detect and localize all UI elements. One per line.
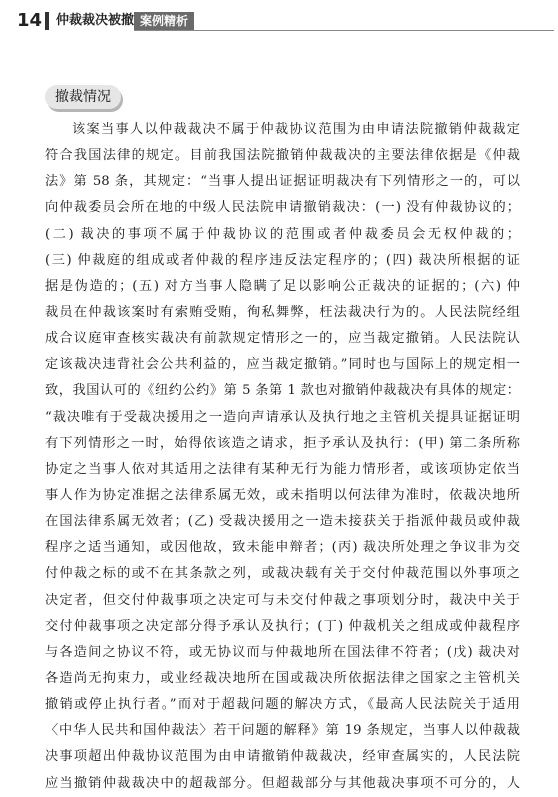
text-line: 决定者，但交付仲裁事项之决定可与未交付仲裁之事项划分时，裁决中关于: [45, 592, 520, 608]
text-line: 在国法律系属无效者；(乙) 受裁决援用之一造未接获关于指派仲裁员或仲裁: [45, 514, 520, 530]
text-line: 裁员在仲裁该案时有索贿受贿，徇私舞弊，枉法裁决行为的。人民法院经组: [45, 304, 520, 320]
text-line: 事人作为协定准据之法律系属无效，或未指明以何法律为准时，依裁决地所: [45, 487, 520, 503]
header-divider-bar: [45, 12, 49, 30]
text-line: 有下列情形之一时，始得依该造之请求，拒予承认及执行：(甲) 第二条所称: [45, 435, 520, 451]
text-line: 与各造间之协议不符，或无协议而与仲裁地所在国法律不符者；(戊) 裁决对: [45, 644, 520, 660]
text-line: 法》第 58 条，其规定：“当事人提出证据证明裁决有下列情形之一的，可以: [45, 174, 520, 190]
text-line: 向仲裁委员会所在地的中级人民法院申请撤销裁决：(一) 没有仲裁协议的；: [45, 200, 520, 216]
book-title: 仲裁裁决被撤: [56, 13, 135, 28]
text-line: 付仲裁之标的或不在其条款之列，或裁决载有关于交付仲裁范围以外事项之: [45, 566, 520, 582]
page-number: 14: [17, 10, 43, 31]
text-line: 应当撤销仲裁裁决中的超裁部分。但超裁部分与其他裁决事项不可分的，人: [45, 775, 520, 791]
section-title: 撤裁情况: [45, 85, 121, 109]
text-line: 成合议庭审查核实裁决有前款规定情形之一的，应当裁定撤销。人民法院认: [45, 331, 520, 347]
body-text: [45, 117, 520, 797]
text-line: 程序之适当通知，或因他故，致未能申辩者；(丙) 裁决所处理之争议非为交: [45, 540, 520, 556]
text-line: 定该裁决违背社会公共利益的，应当裁定撤销。”同时也与国际上的规定相一: [45, 357, 520, 373]
text-line: 据是伪造的；(五) 对方当事人隐瞒了足以影响公正裁决的证据的；(六) 仲: [45, 278, 520, 294]
text-line: 致，我国认可的《纽约公约》第 5 条第 1 款也对撤销仲裁裁决有具体的规定：: [45, 383, 520, 399]
text-line: 〈中华人民共和国仲裁法〉若干问题的解释》第 19 条规定，当事人以仲裁裁: [45, 723, 520, 739]
text-line: 各造尚无拘束力，或业经裁决地所在国或裁决所依据法律之国家之主管机关: [45, 670, 520, 686]
running-header: [0, 9, 558, 35]
text-line: (二) 裁决的事项不属于仲裁协议的范围或者仲裁委员会无权仲裁的；: [45, 226, 520, 242]
text-line: 撤销或停止执行者。”而对于超裁问题的解决方式，《最高人民法院关于适用: [45, 697, 520, 713]
text-line: 该案当事人以仲裁裁决不属于仲裁协议范围为由申请法院撤销仲裁裁定: [72, 122, 520, 137]
section-tag: 案例精析: [134, 12, 194, 30]
header-rule: [134, 30, 554, 31]
text-line: 决事项超出仲裁协议范围为由申请撤销仲裁裁决，经审查属实的，人民法院: [45, 749, 520, 765]
text-line: “裁决唯有于受裁决援用之一造向声请承认及执行地之主管机关提具证据证明: [45, 409, 520, 425]
text-line: 符合我国法律的规定。目前我国法院撤销仲裁裁决的主要法律依据是《仲裁: [45, 148, 520, 164]
text-line: 交付仲裁事项之决定部分得予承认及执行；(丁) 仲裁机关之组成或仲裁程序: [45, 618, 520, 634]
text-line: (三) 仲裁庭的组成或者仲裁的程序违反法定程序的；(四) 裁决所根据的证: [45, 252, 520, 268]
text-line: 协定之当事人依对其适用之法律有某种无行为能力情形者，或该项协定依当: [45, 461, 520, 477]
